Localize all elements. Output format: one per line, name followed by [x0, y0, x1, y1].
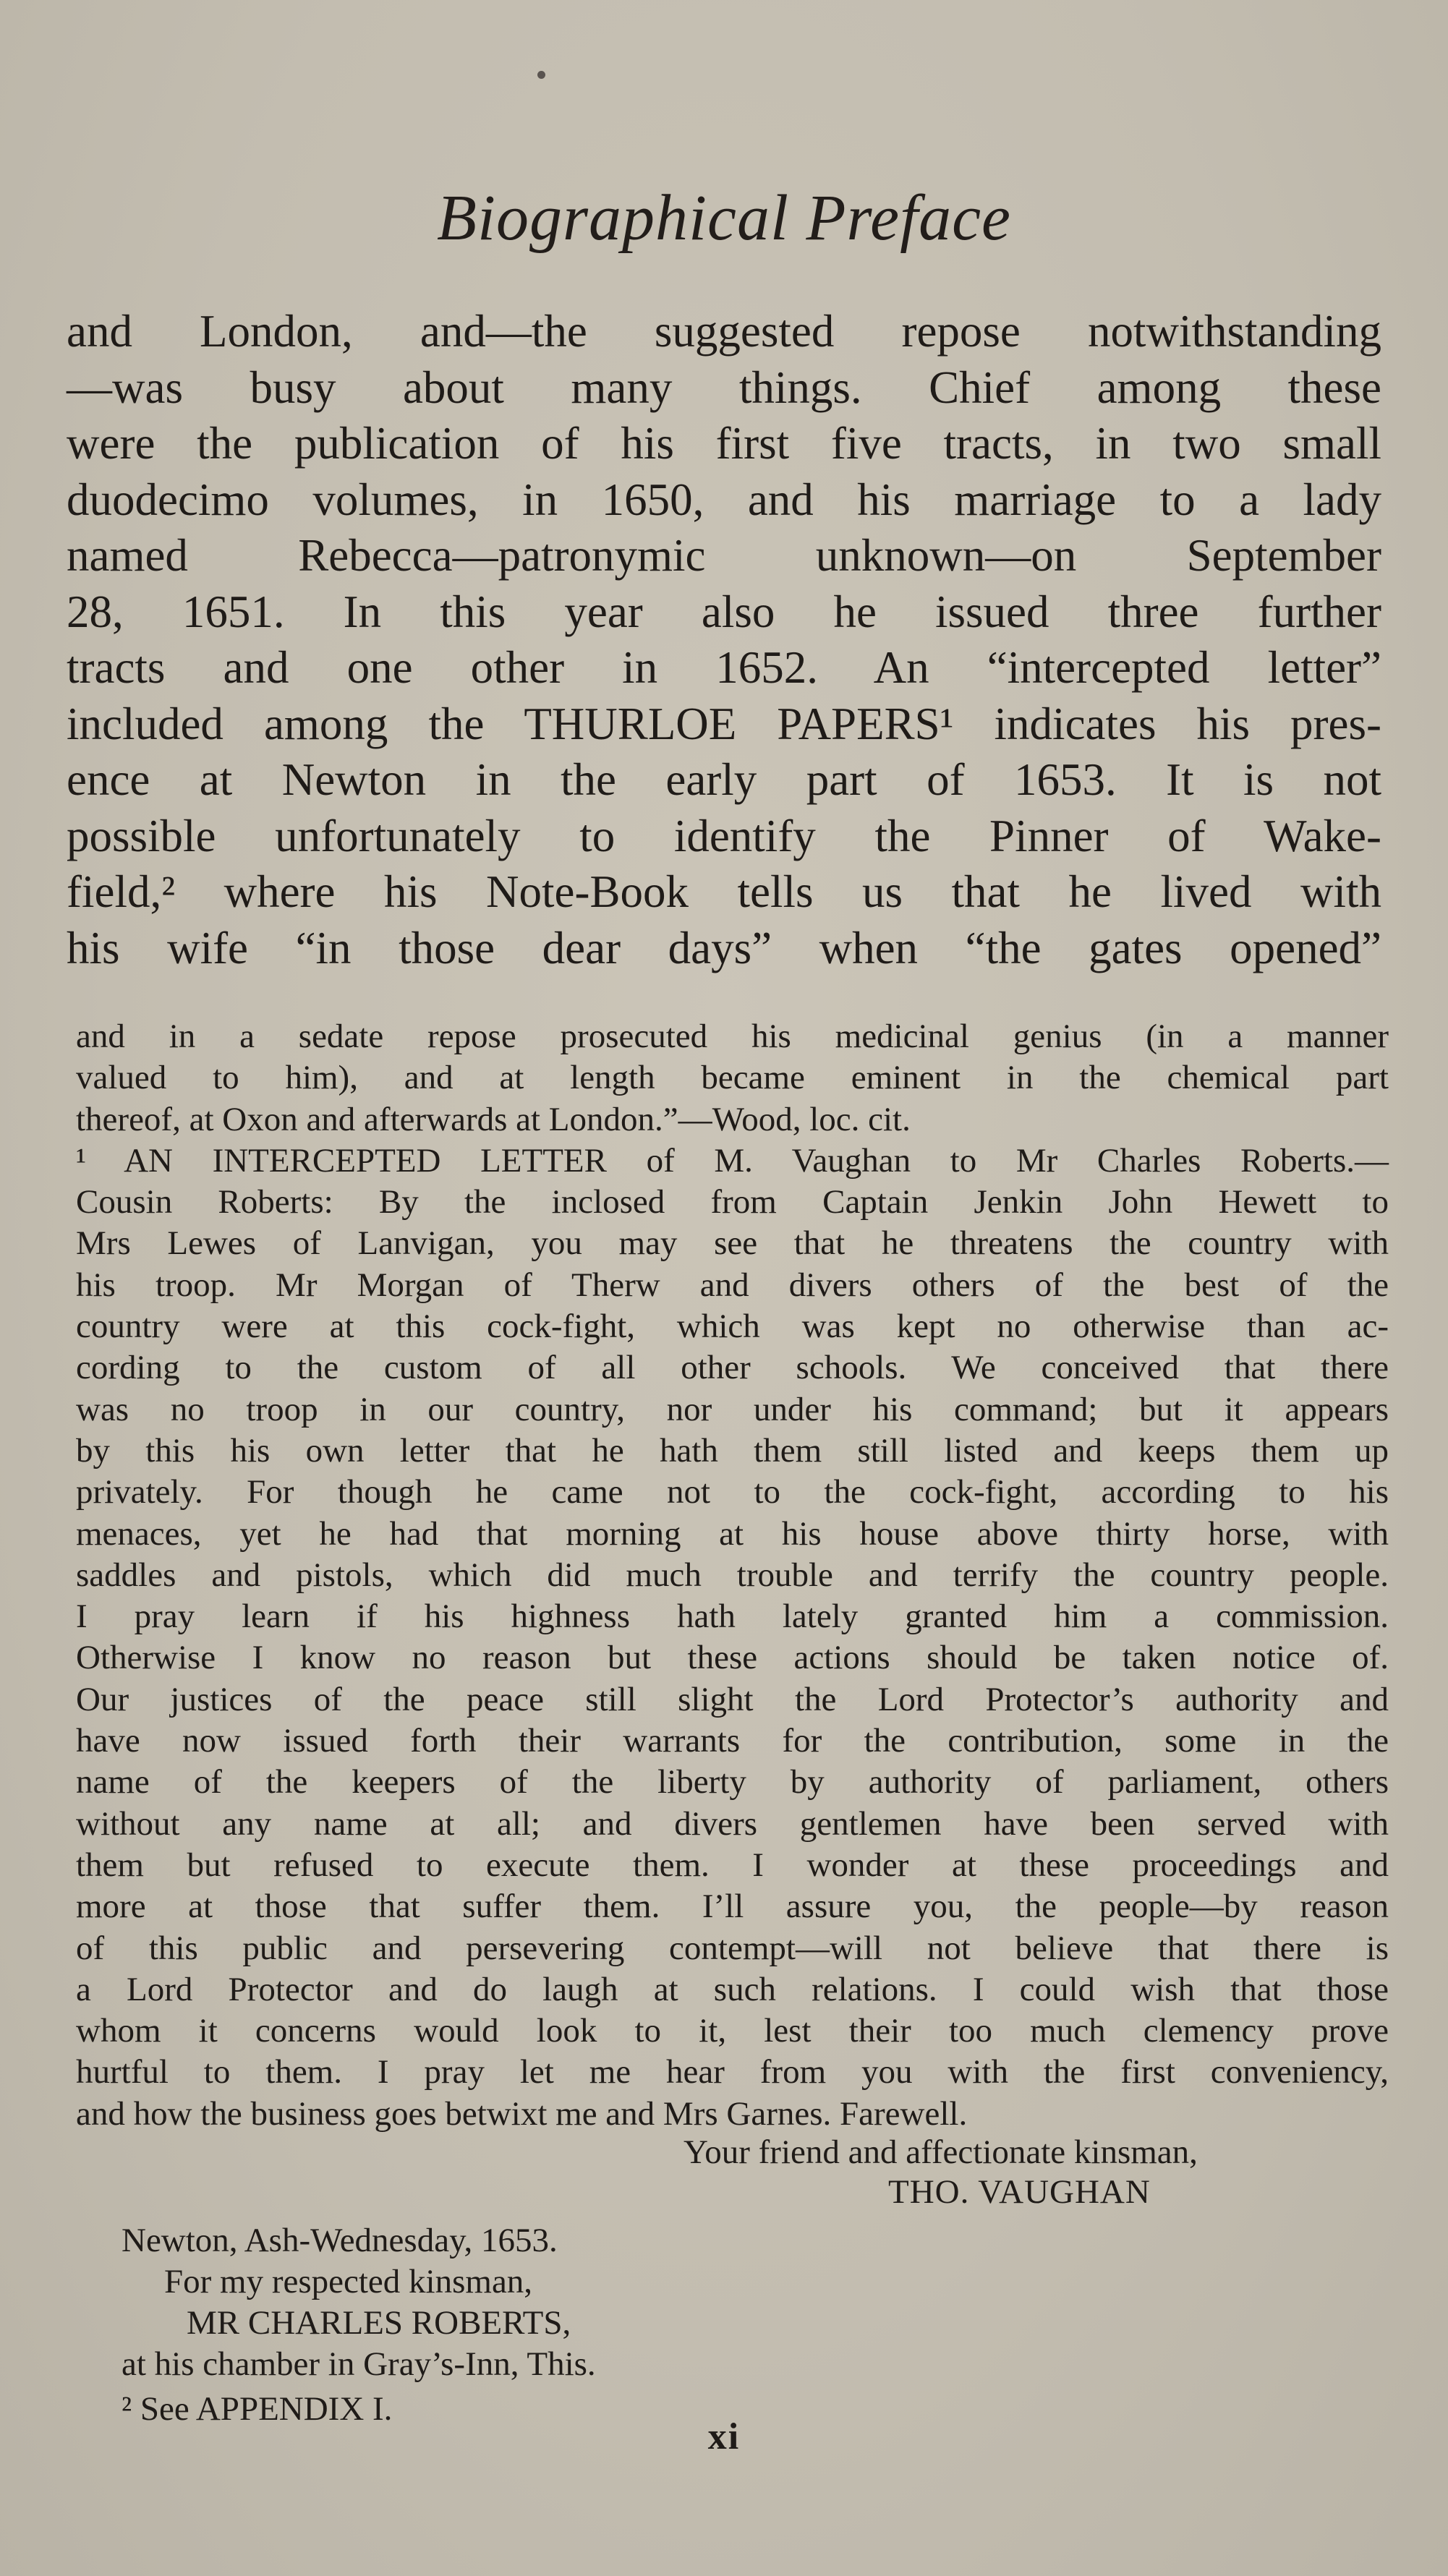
footnote-line: hurtful to them. I pray let me hear from you with the first conveniency, [76, 2053, 1389, 2091]
running-header: Biographical Preface [437, 182, 1011, 254]
footnote-line: and in a sedate repose prosecuted his medicinal genius (in a manner [76, 1018, 1389, 1055]
footnote-line: valued to him), and at length became eminent in the chemical part [76, 1059, 1389, 1097]
footnote-line: menaces, yet he had that morning at his house above thirty horse, with [76, 1514, 1389, 1553]
body-line: ence at Newton in the early part of 1653. It is not [67, 754, 1381, 805]
footnote-line: Cousin Roberts: By the inclosed from Captain Jenkin John Hewett to [76, 1183, 1389, 1221]
footnote-line: was no troop in our country, nor under his command; but it appears [76, 1390, 1389, 1428]
footnote-line: name of the keepers of the liberty by authority of parliament, others [76, 1763, 1389, 1801]
footnote-line: thereof, at Oxon and afterwards at London.”—Wood, loc. cit. [76, 1100, 911, 1138]
footnote-line: more at those that suffer them. I’ll assure you, the people—by reason [76, 1888, 1389, 1926]
letter-place-date: Newton, Ash-Wednesday, 1653. [122, 2222, 558, 2259]
ink-speck [537, 71, 545, 79]
main-text [67, 304, 1381, 976]
footnote-line: them but refused to execute them. I wonder at these proceedings and [76, 1846, 1389, 1884]
footnote-line: without any name at all; and divers gentlemen have been served with [76, 1804, 1389, 1843]
footnote-line: privately. For though he came not to the cock-fight, according to his [76, 1473, 1389, 1511]
body-line: his wife “in those dear days” when “the gates opened” [67, 922, 1381, 973]
body-line: tracts and one other in 1652. An “intercepted letter” [67, 642, 1381, 693]
body-line: 28, 1651. In this year also he issued three further [67, 586, 1381, 637]
footnote-line: ¹ AN INTERCEPTED LETTER of M. Vaughan to Mr Charles Roberts.— [76, 1141, 1389, 1180]
body-line: field,² where his Note-Book tells us that he lived with [67, 866, 1381, 917]
footnote-line: his troop. Mr Morgan of Therw and divers others of the best of the [76, 1266, 1389, 1304]
footnote-line: Mrs Lewes of Lanvigan, you may see that he threatens the country with [76, 1224, 1389, 1263]
footnote-line: have now issued forth their warrants for the contribution, some in the [76, 1722, 1389, 1760]
footnotes [76, 1016, 1389, 2135]
footnote-2: ² See APPENDIX I. [122, 2390, 393, 2428]
footnote-line: saddles and pistols, which did much trouble and terrify the country people. [76, 1556, 1389, 1594]
body-line: named Rebecca—patronymic unknown—on September [67, 530, 1381, 581]
body-line: —was busy about many things. Chief among these [67, 362, 1381, 413]
footnote-line: cording to the custom of all other schools. We conceived that there [76, 1349, 1389, 1387]
footnote-line: Our justices of the peace still slight the Lord Protector’s authority and [76, 1680, 1389, 1718]
footnote-line: country were at this cock-fight, which was kept no otherwise than ac- [76, 1308, 1389, 1346]
footnote-line: and how the business goes betwixt me and Mrs Garnes. Farewell. [76, 2094, 968, 2133]
footnote-line: a Lord Protector and do laugh at such relations. I could wish that those [76, 1970, 1389, 2008]
letter-salutation: Your friend and affectionate kinsman, [683, 2133, 1198, 2171]
body-line: were the publication of his first five tracts, in two small [67, 418, 1381, 469]
footnote-line: I pray learn if his highness hath lately granted him a commission. [76, 1598, 1389, 1636]
body-line: duodecimo volumes, in 1650, and his marriage to a lady [67, 474, 1381, 525]
footnote-line: Otherwise I know no reason but these actions should be taken notice of. [76, 1639, 1389, 1677]
footnote-line: of this public and persevering contempt—will not believe that there is [76, 1929, 1389, 1967]
page-number: xi [707, 2416, 741, 2457]
letter-signature: THO. VAUGHAN [888, 2173, 1151, 2211]
footnote-line: by this his own letter that he hath them still listed and keeps them up [76, 1431, 1389, 1470]
footnote-line: whom it concerns would look to it, lest their too much clemency prove [76, 2012, 1389, 2050]
letter-for-line: For my respected kinsman, [164, 2263, 533, 2300]
body-line: possible unfortunately to identify the Pinner of Wake- [67, 810, 1381, 861]
letter-address: at his chamber in Gray’s-Inn, This. [122, 2345, 596, 2383]
body-line: included among the THURLOE PAPERS¹ indicates his pres- [67, 698, 1381, 749]
letter-addressee: MR CHARLES ROBERTS, [187, 2304, 571, 2342]
body-line: and London, and—the suggested repose notwithstanding [67, 306, 1381, 357]
